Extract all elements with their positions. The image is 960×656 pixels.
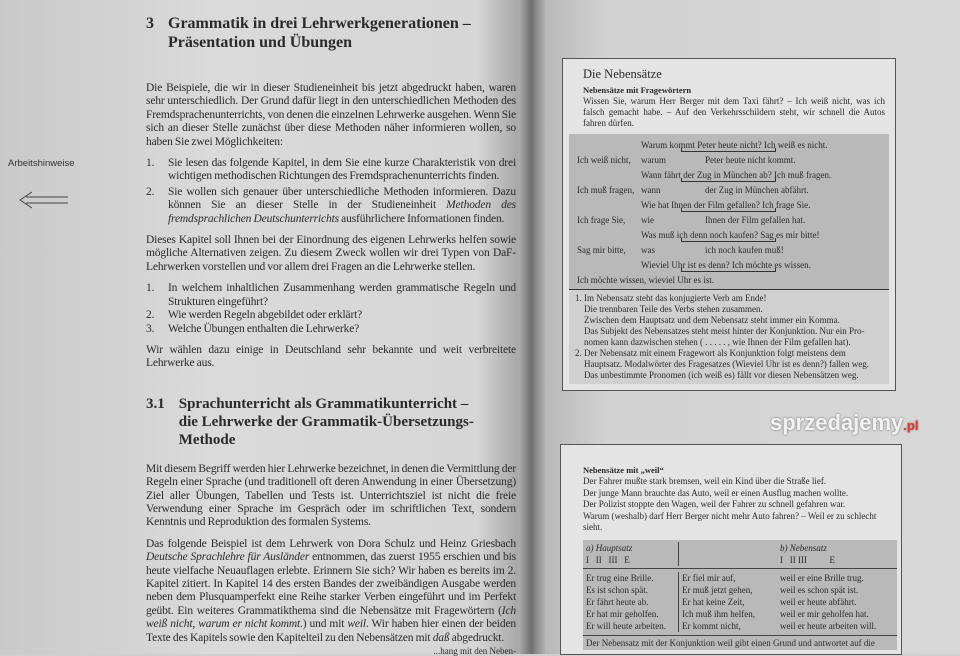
example-row	[569, 212, 889, 227]
row-text: Wieviel Uhr ist es denn? Ich möchte es wissen.	[641, 259, 811, 270]
rule-line: 1. Im Nebensatz steht das konjugierte Verb am Ende!	[575, 293, 767, 303]
paragraph-2: Dieses Kapitel soll Ihnen bei der Einordnung des eigenen Lehrwerks helfen sowie mögliche Alternativen zeigen. Zu diesem Zweck wollen wir drei Typen von DaF-Lehrwerken vorstellen und vor allem drei Fragen an die Lehrwerke stellen.	[146, 234, 516, 273]
rule-line: Hauptsatz. Modalwörter des Fragesatzes (Wieviel Uhr ist es denn?) fallen weg.	[584, 359, 870, 369]
table-cell: weil er heute arbeiten will.	[780, 620, 877, 631]
section-heading	[146, 395, 516, 449]
example-row	[569, 242, 889, 257]
section-title	[179, 395, 516, 449]
nebensaetze-box	[562, 58, 896, 391]
section-number: 3.1	[146, 395, 165, 412]
row-clause: ich noch kaufen muß!	[705, 244, 784, 255]
intro-paragraph: Die Beispiele, die wir in dieser Studieneinheit bis jetzt abgedruckt haben, waren sehr unterschiedlich. Der Grund dafür liegt in den unterschiedlichen Methoden des Fremdsprachenunterrichts, von denen die einzelnen Lehrwerke ausgehen. Wenn Sie sich an dieser Stelle zunächst über diese Methoden näher informieren wollen, so haben Sie zwei Möglichkeiten:	[146, 82, 516, 148]
cut-off-line: ...hang mit den Neben-	[433, 646, 516, 656]
questions-list	[146, 282, 516, 336]
example-row	[569, 152, 889, 167]
box-intro: Wissen Sie, warum Herr Berger mit dem Taxi fährt? – Ich weiß nicht, was ich falsch gemacht habe. – Auf den Verkehrsschildern steht, wir schnell die Autos fahren dürfen.	[583, 96, 885, 128]
rules-list	[569, 290, 889, 384]
table-cell: Er muß jetzt gehen,	[682, 584, 753, 595]
row-lead: Sag mir bitte,	[577, 244, 626, 255]
watermark-logo: sprzedajemy.pl	[770, 410, 919, 435]
weil-table-header	[583, 540, 897, 569]
table-cell: Er will heute arbeiten.	[583, 620, 679, 632]
section-title-line-2: die Lehrwerke der Grammatik-Übersetzungs-Methode	[178, 413, 474, 448]
example-row	[569, 227, 889, 242]
row-text: Wie hat Ihnen der Film gefallen? Ich frage Sie.	[641, 199, 811, 210]
table-cell: Er hat mir geholfen.	[583, 608, 679, 620]
box-subtitle: Nebensätze mit Fragewörtern	[583, 85, 692, 95]
table-cell: weil es schon spät ist.	[780, 584, 859, 595]
row-lead: Ich weiß nicht,	[577, 154, 631, 165]
row-text: was	[641, 244, 655, 255]
box2-examples	[583, 476, 897, 534]
rule-line: nomen kann dazwischen stehen ( . . . . . , wie Ihnen der Film gefallen hat).	[584, 337, 851, 347]
question-item: 1. In welchem inhaltlichen Zusammenhang werden grammatische Regeln und Strukturen eingeführt?	[146, 282, 516, 308]
row-clause: Ihnen der Film gefallen hat.	[705, 214, 806, 225]
example-line: Der Polizist stoppte den Wagen, weil der Fahrer zu schnell gefahren war.	[583, 499, 846, 509]
row-lead: Ich möchte wissen, wieviel Uhr es ist.	[577, 274, 714, 285]
section-title-line-1: Sprachunterricht als Grammatikunterricht –	[178, 395, 469, 412]
row-text: Wann fährt der Zug in München ab? Ich muß fragen.	[641, 169, 832, 180]
head-hauptsatz: a) Hauptsatz	[586, 542, 633, 553]
table-cell: weil er eine Brille trug.	[780, 572, 864, 583]
example-line: Der junge Mann brauchte das Auto, weil er einen Ausflug machen wollte.	[583, 487, 849, 498]
weil-table-body	[583, 569, 897, 635]
weil-table	[583, 540, 897, 650]
example-row	[569, 257, 889, 272]
row-clause: Peter heute nicht kommt.	[705, 154, 796, 165]
table-cell: Er fiel mir auf,	[682, 572, 736, 583]
example-table	[569, 134, 889, 289]
question-item: 3. Welche Übungen enthalten die Lehrwerke?	[146, 322, 360, 335]
cols-hauptsatz: I II III E	[586, 554, 630, 565]
rule-line: Die trennbaren Teile des Verbs stehen zusammen.	[584, 304, 763, 314]
paragraph-5: Das folgende Beispiel ist dem Lehrwerk von Dora Schulz und Heinz Griesbach Deutsche Sprachlehre für Ausländer entnommen, das zuerst 1955 erschien und bis heute vielfache Neuauflagen erlebte. Erinnern Sie sich? Wir haben es bereits im 2. Kapitel zitiert. In Kapitel 14 des ersten Bandes der zweibändigen Ausgabe werden neben dem Plusquamperfekt eine Reihe starker Verben eingeführt und im Perfekt geübt. Ein weiteres Grammatikthema sind die Nebensätze mit Fragewörtern (Ich weiß nicht, warum er nicht kommt.) und mit weil. Wir haben hier einen der beiden Texte des Kapitels sowie den Kapitelteil zu den Nebensätzen mit daß abgedruckt.	[146, 537, 516, 644]
row-text: Warum kommt Peter heute nicht? Ich weiß es nicht.	[641, 139, 828, 150]
chapter-title	[168, 14, 471, 52]
row-lead: Ich frage Sie,	[577, 214, 626, 225]
box-title: Die Nebensätze	[583, 67, 662, 81]
table-cell: Er fährt heute ab.	[583, 596, 679, 608]
arrow-left-icon	[18, 190, 70, 210]
margin-note: Arbeitshinweise	[8, 158, 75, 169]
chapter-heading	[146, 14, 516, 52]
chapter-title-line-2: Präsentation und Übungen	[168, 34, 353, 51]
option-item: 1. Sie lesen das folgende Kapitel, in dem Sie eine kurze Charakteristik von drei wichtigen methodischen Richtungen des Fremdsprachenunterrichts finden.	[146, 157, 516, 183]
table-footer: Der Nebensatz mit der Konjunktion weil gibt einen Grund und antwortet auf die	[583, 635, 897, 650]
option-item: 2. Sie wollen sich genauer über unterschiedliche Methoden informieren. Dazu können Sie an dieser Stelle in der Studieneinheit Methoden des fremdsprachlichen Deutschunterrichts ausführlichere Informationen finden.	[146, 185, 517, 225]
example-line: sieht.	[583, 522, 603, 532]
table-cell: Es ist schon spät.	[583, 584, 679, 596]
table-cell: Er hat keine Zeit,	[682, 596, 745, 607]
example-row	[569, 272, 889, 287]
row-lead: Ich muß fragen,	[577, 184, 635, 195]
row-text: Was muß ich denn noch kaufen? Sag es mir bitte!	[641, 229, 820, 240]
row-text: wann	[641, 184, 661, 195]
options-list	[146, 157, 516, 226]
chapter-title-line-1: Grammatik in drei Lehrwerkgenerationen –	[168, 15, 471, 32]
chapter-number: 3	[146, 15, 154, 32]
cols-nebensatz: I II III E	[780, 554, 835, 565]
table-cell: weil er heute abfährt.	[780, 596, 857, 607]
example-row	[569, 197, 889, 212]
row-clause: der Zug in München abfährt.	[705, 184, 809, 195]
table-cell: Er trug eine Brille.	[583, 572, 679, 584]
row-text: wie	[641, 214, 654, 225]
row-text: warum	[641, 154, 666, 165]
head-nebensatz: b) Nebensatz	[780, 542, 827, 553]
weil-box	[560, 444, 902, 655]
left-column	[146, 14, 516, 656]
rule-line: Zwischen dem Hauptsatz und dem Nebensatz steht immer ein Komma.	[584, 315, 840, 325]
example-row	[569, 182, 889, 197]
rule-line: Das Subjekt des Nebensatzes steht meist hinter der Konjunktion. Nur ein Pro-	[584, 326, 865, 336]
book-gutter	[518, 0, 548, 654]
question-item: 2. Wie werden Regeln abgebildet oder erklärt?	[146, 309, 363, 322]
example-line: Der Fahrer mußte stark bremsen, weil ein Kind über die Straße lief.	[583, 476, 827, 486]
rule-line: Das unbestimmte Pronomen (ich weiß es) fällt vor diesen Nebensätzen weg.	[584, 370, 859, 380]
example-row	[569, 137, 889, 152]
paragraph-4: Mit diesem Begriff werden hier Lehrwerke bezeichnet, in denen die Vermittlung der Regeln einer Sprache (und traditionell oft deren Anwendung in einer Übersetzung) Ziel aller Übungen, Tabellen und Tests ist. Unterrichtsziel ist nicht die freie Verwendung einer Sprache im Gespräch oder im schriftlichen Text, sondern Kenntnis und Reproduktion des formalen Systems.	[146, 462, 516, 529]
rule-line: 2. Der Nebensatz mit einem Fragewort als Konjunktion folgt meistens dem	[575, 348, 846, 358]
table-cell: Ich muß ihm helfen,	[682, 608, 755, 619]
table-cell: weil er mir geholfen hat.	[780, 608, 869, 619]
example-line: Warum (weshalb) darf Herr Berger nicht mehr Auto fahren? – Weil er zu schlecht	[583, 510, 877, 521]
paragraph-3: Wir wählen dazu einige in Deutschland sehr bekannte und weit verbreitete Lehrwerke aus.	[146, 343, 516, 370]
box2-title: Nebensätze mit „weil“	[583, 465, 664, 475]
table-cell: Er kommt nicht,	[682, 620, 741, 631]
example-row	[569, 167, 889, 182]
